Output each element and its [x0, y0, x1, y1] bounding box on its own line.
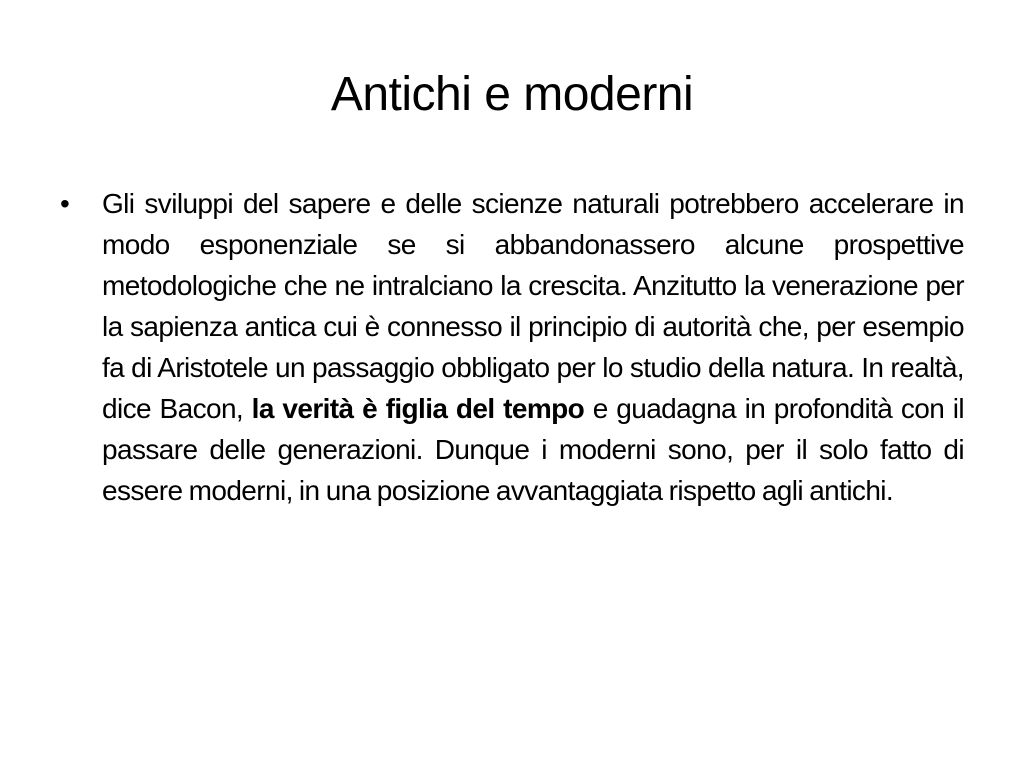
list-item: [60, 183, 964, 511]
paragraph-text-before: Gli sviluppi del sapere e delle scienze naturali potrebbero accelerare in modo esponenziale se si abbandonassero alcune prospettive metodologiche che ne intralciano la crescita. Anzitutto la venerazione per la sapienza antica cui è connesso il principio di autorità che, per esempio fa di Aristotele un passaggio obbligato per lo studio della natura. In realtà, dice Bacon,: [102, 188, 964, 424]
paragraph-text-after: e guadagna in profondità con il passare delle generazioni. Dunque i moderni sono, per il solo fatto di essere moderni, in una posizione avvantaggiata rispetto agli antichi.: [102, 393, 964, 506]
bullet-list: [60, 183, 964, 511]
slide-title: Antichi e moderni: [330, 68, 694, 121]
bullet-icon: •: [60, 188, 70, 219]
bullet-paragraph: [102, 183, 964, 511]
paragraph-emphasis: la verità è figlia del tempo: [251, 393, 585, 424]
